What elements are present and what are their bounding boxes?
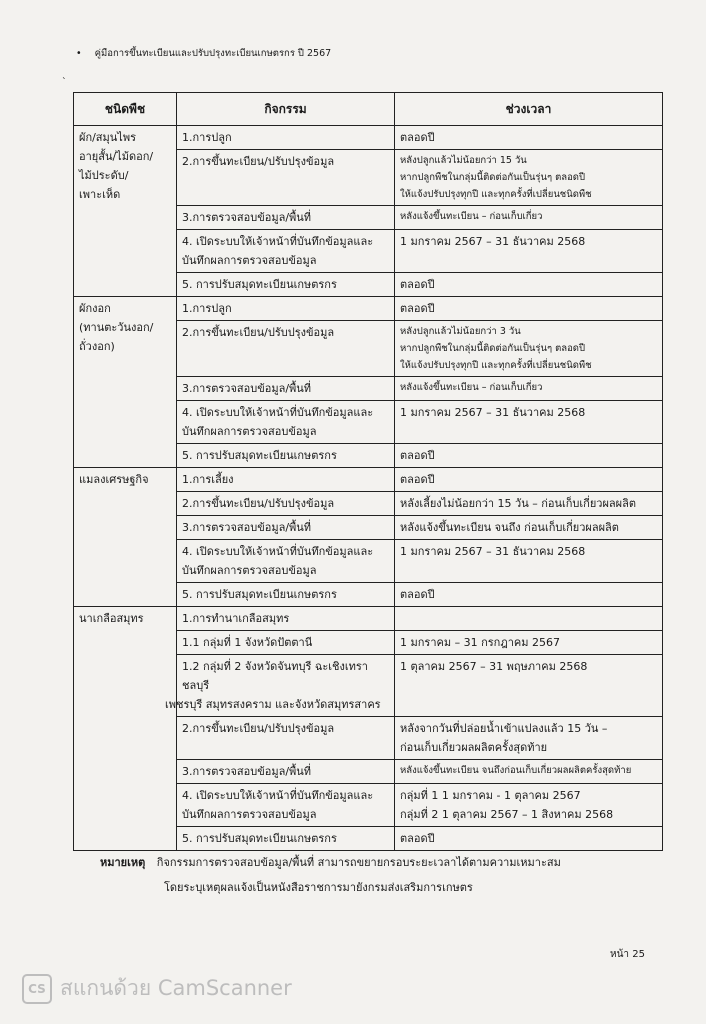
activity-cell <box>177 516 395 540</box>
remark-line-2: โดยระบุเหตุผลแจ้งเป็นหนังสือราชการมายังกรมส่งเสริมการเกษตร <box>164 881 473 894</box>
period-cell <box>395 206 663 230</box>
period-text: หากปลูกพืชในกลุ่มนี้ติดต่อกันเป็นรุ่นๆ ตลอดปี <box>400 172 585 183</box>
activity-cell <box>177 401 395 444</box>
period-text: กลุ่มที่ 1 1 มกราคม - 1 ตุลาคม 2567 <box>400 789 581 802</box>
table-header-row <box>74 93 663 126</box>
activity-text: 3.การตรวจสอบข้อมูล/พื้นที่ <box>182 521 312 534</box>
activity-text: 4. เปิดระบบให้เจ้าหน้าที่บันทึกข้อมูลและ <box>182 545 374 558</box>
period-cell <box>395 540 663 583</box>
activity-text: 4. เปิดระบบให้เจ้าหน้าที่บันทึกข้อมูลและ <box>182 406 374 419</box>
remark-line-1: กิจกรรมการตรวจสอบข้อมูล/พื้นที่ สามารถขยายกรอบระยะเวลาได้ตามความเหมาะสม <box>156 856 561 869</box>
crop-type-text: (ทานตะวันงอก/ <box>79 321 154 334</box>
period-cell <box>395 273 663 297</box>
activity-text: บันทึกผลการตรวจสอบข้อมูล <box>182 254 317 267</box>
activity-cell <box>177 827 395 851</box>
period-text: หลังจากวันที่ปล่อยน้ำเข้าแปลงแล้ว 15 วัน – <box>400 722 608 735</box>
period-text: ตลอดปี <box>400 588 435 601</box>
period-text: 1 มกราคม – 31 กรกฎาคม 2567 <box>400 636 560 649</box>
period-cell <box>395 760 663 784</box>
period-text: ให้แจ้งปรับปรุงทุกปี และทุกครั้งที่เปลี่ยนชนิดพืช <box>400 189 592 200</box>
activity-text: เพชรบุรี สมุทรสงคราม และจังหวัดสมุทรสาคร <box>165 698 381 711</box>
activity-text: 3.การตรวจสอบข้อมูล/พื้นที่ <box>182 211 312 224</box>
activity-cell <box>177 717 395 760</box>
activity-text: 5. การปรับสมุดทะเบียนเกษตรกร <box>182 832 337 845</box>
period-text: ตลอดปี <box>400 131 435 144</box>
page-number: หน้า 25 <box>610 949 645 960</box>
period-cell <box>395 126 663 150</box>
activity-cell <box>177 583 395 607</box>
period-text: หลังแจ้งขึ้นทะเบียน – ก่อนเก็บเกี่ยว <box>400 382 543 393</box>
activity-text: 1.การทำนาเกลือสมุทร <box>182 612 290 625</box>
crop-type-text: ถั่วงอก) <box>79 340 115 353</box>
table-row <box>74 468 663 492</box>
activity-cell <box>165 655 395 717</box>
period-cell <box>395 377 663 401</box>
column-header-period: ช่วงเวลา <box>395 93 663 126</box>
period-text: หลังแจ้งขึ้นทะเบียน – ก่อนเก็บเกี่ยว <box>400 211 543 222</box>
period-cell <box>395 655 663 717</box>
period-cell <box>395 468 663 492</box>
crop-type-cell <box>74 468 177 607</box>
crop-type-text: แมลงเศรษฐกิจ <box>79 473 149 486</box>
period-cell <box>395 321 663 377</box>
activity-cell <box>177 150 395 206</box>
period-text: หลังแจ้งขึ้นทะเบียน จนถึงก่อนเก็บเกี่ยวผลผลิตครั้งสุดท้าย <box>400 765 632 776</box>
period-text: 1 มกราคม 2567 – 31 ธันวาคม 2568 <box>400 545 586 558</box>
activity-text: 2.การขึ้นทะเบียน/ปรับปรุงข้อมูล <box>182 722 335 735</box>
camscanner-watermark <box>22 972 292 1005</box>
activity-text: 2.การขึ้นทะเบียน/ปรับปรุงข้อมูล <box>182 326 335 339</box>
period-text: ให้แจ้งปรับปรุงทุกปี และทุกครั้งที่เปลี่ยนชนิดพืช <box>400 360 592 371</box>
period-text: กลุ่มที่ 2 1 ตุลาคม 2567 – 1 สิงหาคม 2568 <box>400 808 614 821</box>
activity-text: บันทึกผลการตรวจสอบข้อมูล <box>182 425 317 438</box>
period-text: หากปลูกพืชในกลุ่มนี้ติดต่อกันเป็นรุ่นๆ ตลอดปี <box>400 343 585 354</box>
period-cell <box>395 631 663 655</box>
period-text: ตลอดปี <box>400 473 435 486</box>
activity-text: 1.การเลี้ยง <box>182 473 234 486</box>
period-text: หลังปลูกแล้วไม่น้อยกว่า 15 วัน <box>400 155 527 166</box>
activity-cell <box>177 126 395 150</box>
period-cell <box>395 297 663 321</box>
activity-text: 1.2 กลุ่มที่ 2 จังหวัดจันทบุรี ฉะเชิงเทรา ชลบุรี <box>182 660 368 692</box>
activity-cell <box>177 784 395 827</box>
remark <box>100 850 561 900</box>
activity-cell <box>177 206 395 230</box>
scan-mark: ˎ <box>62 70 67 80</box>
activity-cell <box>177 321 395 377</box>
camscanner-logo-icon: CS <box>22 974 52 1004</box>
activity-text: 3.การตรวจสอบข้อมูล/พื้นที่ <box>182 382 312 395</box>
activity-text: 4. เปิดระบบให้เจ้าหน้าที่บันทึกข้อมูลและ <box>182 235 374 248</box>
period-text: ก่อนเก็บเกี่ยวผลผลิตครั้งสุดท้าย <box>400 741 548 754</box>
activity-cell <box>177 631 395 655</box>
activity-text: บันทึกผลการตรวจสอบข้อมูล <box>182 564 317 577</box>
activity-cell <box>177 230 395 273</box>
column-header-crop: ชนิดพืช <box>74 93 177 126</box>
period-cell <box>395 516 663 540</box>
activity-text: 1.การปลูก <box>182 302 232 315</box>
crop-type-text: นาเกลือสมุทร <box>79 612 144 625</box>
activity-text: 5. การปรับสมุดทะเบียนเกษตรกร <box>182 449 337 462</box>
activity-text: 5. การปรับสมุดทะเบียนเกษตรกร <box>182 588 337 601</box>
activity-text: บันทึกผลการตรวจสอบข้อมูล <box>182 808 317 821</box>
period-cell <box>395 784 663 827</box>
document-header <box>76 46 331 61</box>
activity-cell <box>177 273 395 297</box>
period-text: ตลอดปี <box>400 302 435 315</box>
period-cell <box>395 827 663 851</box>
crop-type-text: ผัก/สมุนไพร <box>79 131 136 144</box>
period-cell <box>395 444 663 468</box>
activity-cell <box>177 540 395 583</box>
period-cell <box>395 150 663 206</box>
crop-type-cell <box>74 126 177 297</box>
period-text: 1 มกราคม 2567 – 31 ธันวาคม 2568 <box>400 235 586 248</box>
activity-text: 2.การขึ้นทะเบียน/ปรับปรุงข้อมูล <box>182 497 335 510</box>
period-cell <box>395 401 663 444</box>
crop-type-cell <box>74 607 177 851</box>
activity-cell <box>177 444 395 468</box>
period-text: หลังแจ้งขึ้นทะเบียน จนถึง ก่อนเก็บเกี่ยวผลผลิต <box>400 521 619 534</box>
period-cell <box>395 607 663 631</box>
activity-cell <box>177 607 395 631</box>
crop-type-text: ผักงอก <box>79 302 111 315</box>
remark-label: หมายเหตุ <box>100 856 146 869</box>
crop-type-cell <box>74 297 177 468</box>
activity-text: 1.การปลูก <box>182 131 232 144</box>
period-text: 1 ตุลาคม 2567 – 31 พฤษภาคม 2568 <box>400 660 588 673</box>
activity-text: 3.การตรวจสอบข้อมูล/พื้นที่ <box>182 765 312 778</box>
activity-cell <box>177 492 395 516</box>
schedule-table <box>73 92 663 851</box>
activity-text: 5. การปรับสมุดทะเบียนเกษตรกร <box>182 278 337 291</box>
activity-cell <box>177 760 395 784</box>
activity-cell <box>177 377 395 401</box>
period-text: หลังเลี้ยงไม่น้อยกว่า 15 วัน – ก่อนเก็บเกี่ยวผลผลิต <box>400 497 636 510</box>
crop-type-text: อายุสั้น/ไม้ดอก/ <box>79 150 154 163</box>
table-row <box>74 607 663 631</box>
period-text: 1 มกราคม 2567 – 31 ธันวาคม 2568 <box>400 406 586 419</box>
period-text: ตลอดปี <box>400 832 435 845</box>
period-cell <box>395 717 663 760</box>
bullet-icon: • <box>76 48 82 59</box>
crop-type-text: ไม้ประดับ/ <box>79 169 129 182</box>
crop-type-text: เพาะเห็ด <box>79 188 121 201</box>
period-text: หลังปลูกแล้วไม่น้อยกว่า 3 วัน <box>400 326 521 337</box>
column-header-activity: กิจกรรม <box>177 93 395 126</box>
table-row <box>74 297 663 321</box>
activity-cell <box>177 297 395 321</box>
activity-cell <box>177 468 395 492</box>
period-text: ตลอดปี <box>400 449 435 462</box>
period-cell <box>395 492 663 516</box>
table-row <box>74 126 663 150</box>
period-cell <box>395 583 663 607</box>
header-title: คู่มือการขึ้นทะเบียนและปรับปรุงทะเบียนเกษตรกร ปี 2567 <box>94 48 332 59</box>
period-cell <box>395 230 663 273</box>
activity-text: 4. เปิดระบบให้เจ้าหน้าที่บันทึกข้อมูลและ <box>182 789 374 802</box>
activity-text: 1.1 กลุ่มที่ 1 จังหวัดปัตตานี <box>182 636 313 649</box>
activity-text: 2.การขึ้นทะเบียน/ปรับปรุงข้อมูล <box>182 155 335 168</box>
watermark-text: สแกนด้วย CamScanner <box>60 976 292 1000</box>
period-text: ตลอดปี <box>400 278 435 291</box>
